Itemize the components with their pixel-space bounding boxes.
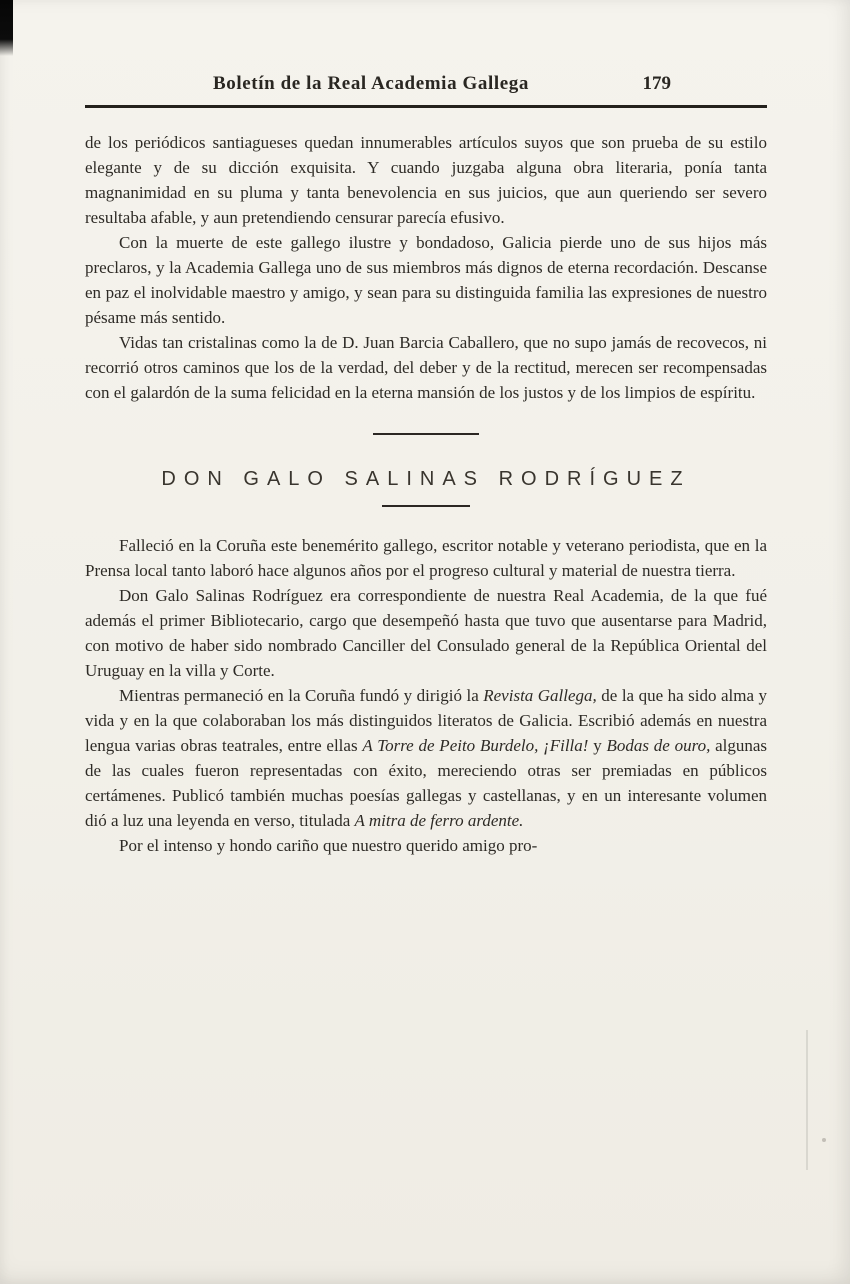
work-title-italic: A mitra de ferro ardente. bbox=[354, 811, 524, 830]
heading-underline-rule bbox=[382, 505, 470, 507]
paragraph bbox=[85, 833, 767, 858]
journal-title: Boletín de la Real Academia Gallega bbox=[212, 73, 529, 94]
section-heading: DON GALO SALINAS RODRÍGUEZ bbox=[161, 468, 691, 490]
obituary-text-top bbox=[85, 130, 767, 405]
paragraph bbox=[85, 230, 767, 330]
work-title-italic: A Torre de Peito Burdelo, ¡Filla! bbox=[362, 736, 589, 755]
paragraph bbox=[85, 330, 767, 405]
obituary-text-bottom bbox=[85, 533, 767, 858]
text-run: de la que ha sido alma y vida y en la que colaboraban los más distinguidos literatos de Galicia. Escribió además en nuestra lengua varias obras teatrales, entre ellas bbox=[85, 686, 768, 755]
text-run: Vidas tan cristalinas como la de D. Juan Barcia Caballero, que no supo jamás de recovecos, ni recorrió otros caminos que los de la verdad, del deber y de la rectitud, merecen ser recompensadas con el galardón de la suma felicidad en la eterna mansión de los justos y de los limpios de espíritu. bbox=[85, 333, 767, 402]
paragraph bbox=[85, 130, 767, 230]
scan-artifact-scratch bbox=[806, 1030, 808, 1170]
text-run: Mientras permaneció en la Coruña fundó y dirigió la bbox=[119, 686, 484, 705]
text-run: Falleció en la Coruña este benemérito gallego, escritor notable y veterano periodista, que en la Prensa local tanto laboró hace algunos años por el progreso cultural y material de nuestra tierra. bbox=[85, 536, 767, 580]
section-divider-rule bbox=[373, 433, 479, 435]
text-run: de los periódicos santiagueses quedan innumerables artículos suyos que son prueba de su estilo elegante y de su dicción exquisita. Y cuando juzgaba alguna obra literaria, ponía tanta magnanimidad en su pluma y tanta benevolencia en sus juicios, que aun queriendo ser severo resultaba afable, y aun pretendiendo censurar parecía efusivo. bbox=[85, 133, 767, 227]
text-run: y bbox=[588, 736, 607, 755]
text-run: algunas de las cuales fueron representadas con éxito, mereciendo otras ser premiadas en públicos certámenes. Publicó también muchas poesías gallegas y castellanas, y en un interesante volumen dió a luz una leyenda en verso, titulada bbox=[85, 736, 768, 830]
paragraph bbox=[85, 533, 767, 583]
text-block bbox=[85, 72, 767, 858]
scan-artifact-bar bbox=[0, 0, 13, 56]
scan-artifact-speck bbox=[822, 1138, 826, 1142]
text-run: Por el intenso y hondo cariño que nuestro querido amigo pro- bbox=[119, 836, 538, 855]
paragraph bbox=[85, 683, 767, 833]
paragraph bbox=[85, 583, 767, 683]
text-run: Con la muerte de este gallego ilustre y bondadoso, Galicia pierde uno de sus hijos más preclaros, y la Academia Gallega uno de sus miembros más dignos de eterna recordación. Descanse en paz el inolvidable maestro y amigo, y sean para su distinguida familia las expresiones de nuestro pésame más sentido. bbox=[85, 233, 767, 327]
running-header bbox=[85, 72, 767, 108]
work-title-italic: Revista Gallega, bbox=[483, 686, 597, 705]
text-run: Don Galo Salinas Rodríguez era correspondiente de nuestra Real Academia, de la que fué además el primer Bibliotecario, cargo que desempeñó hasta que tuvo que ausentarse para Madrid, con motivo de haber sido nombrado Canciller del Consulado general de la República Oriental del Uruguay en la villa y Corte. bbox=[85, 586, 767, 680]
page-number: 179 bbox=[642, 73, 671, 94]
work-title-italic: Bodas de ouro, bbox=[606, 736, 711, 755]
